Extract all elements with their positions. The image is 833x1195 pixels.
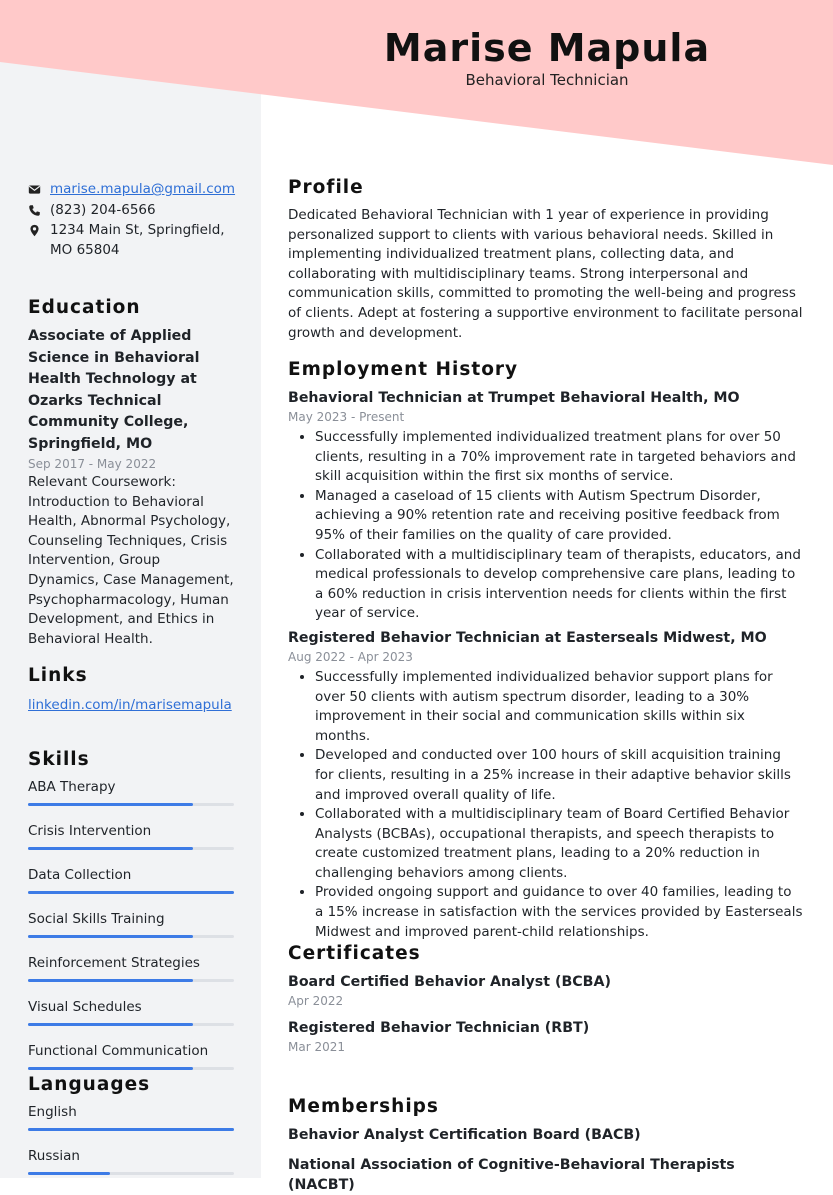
- skill-item: [28, 866, 234, 894]
- skill-bar: [28, 1023, 234, 1026]
- profile-heading: Profile: [288, 177, 364, 198]
- certificate-date: Mar 2021: [288, 1040, 345, 1054]
- job-bullet: • Collaborated with a multidisciplinary team of therapists, educators, and medical professionals to develop comprehensive care plans, leading to a 60% reduction in crisis intervention needs for clients within the first year of service.: [315, 546, 803, 624]
- languages-section: [28, 1073, 234, 1175]
- education-heading: Education: [28, 297, 141, 318]
- contact-address-row: [28, 221, 234, 260]
- memberships-section: [288, 1095, 803, 1195]
- envelope-icon: [28, 180, 50, 199]
- skill-bar-fill: [28, 891, 234, 894]
- skill-label: Crisis Intervention: [28, 823, 152, 839]
- skill-bar: [28, 1067, 234, 1070]
- skill-bar: [28, 847, 234, 850]
- skill-item: [28, 778, 234, 806]
- language-bar-fill: [28, 1128, 234, 1131]
- skill-bar: [28, 979, 234, 982]
- job-bullet: • Successfully implemented individualized treatment plans for over 50 clients, resulting in a 70% improvement rate in targeted behaviors and skill acquisition within the first six months of service.: [315, 428, 803, 487]
- contact-email-row: [28, 180, 234, 200]
- skill-label: Social Skills Training: [28, 911, 165, 927]
- job-bullets: [288, 428, 803, 624]
- language-item: [28, 1103, 234, 1131]
- skills-section: [28, 748, 234, 1086]
- skill-bar-fill: [28, 847, 193, 850]
- email-link[interactable]: marise.mapula@gmail.com: [50, 181, 236, 197]
- membership-item: National Association of Cognitive-Behavioral Therapists (NACBT): [288, 1157, 735, 1193]
- memberships-heading: Memberships: [288, 1096, 439, 1117]
- job-bullet: • Managed a caseload of 15 clients with Autism Spectrum Disorder, achieving a 90% retention rate and receiving positive feedback from 95% of their families on the quality of care provided.: [315, 487, 803, 546]
- certificate-item: [288, 972, 803, 1010]
- skill-bar: [28, 935, 234, 938]
- certificate-date: Apr 2022: [288, 994, 344, 1008]
- skill-label: Visual Schedules: [28, 999, 142, 1015]
- education-dates: Sep 2017 - May 2022: [28, 457, 157, 471]
- skill-bar-fill: [28, 935, 193, 938]
- job-dates: May 2023 - Present: [288, 410, 405, 424]
- job-title: Registered Behavior Technician at Easterseals Midwest, MO: [288, 629, 767, 646]
- skill-bar-fill: [28, 1023, 193, 1026]
- map-pin-icon: [28, 221, 50, 240]
- language-bar: [28, 1128, 234, 1131]
- certificate-title: Board Certified Behavior Analyst (BCBA): [288, 974, 611, 990]
- job-bullet: • Developed and conducted over 100 hours of skill acquisition training for clients, resulting in a 25% increase in their adaptive behavior skills and improved overall quality of life.: [315, 746, 803, 805]
- job-title: Behavioral Technician at Trumpet Behavioral Health, MO: [288, 390, 740, 406]
- languages-heading: Languages: [28, 1074, 151, 1095]
- job-bullet: • Successfully implemented individualized behavior support plans for over 50 clients with autism spectrum disorder, leading to a 30% improvement in their social and communication skills within six months.: [315, 668, 803, 746]
- candidate-title: Behavioral Technician: [465, 71, 629, 89]
- membership-item: Behavior Analyst Certification Board (BACB): [288, 1127, 641, 1143]
- job-bullet: • Collaborated with a multidisciplinary team of Board Certified Behavior Analysts (BCBAs), occupational therapists, and speech therapists to create customized treatment plans, leading to a 20% reduction in challenging behaviors among clients.: [315, 805, 803, 883]
- candidate-name: Marise Mapula: [383, 26, 711, 70]
- links-section: [28, 664, 234, 716]
- profile-text: Dedicated Behavioral Technician with 1 year of experience in providing personalized support to clients with various behavioral needs. Skilled in implementing individualized treatment plans, collecting data, and collaborating with multidisciplinary teams. Strong interpersonal and communication skills, committed to promoting the well-being and progress of clients. Adept at fostering a supportive environment to facilitate personal growth and development.: [288, 207, 803, 341]
- skill-item: [28, 1042, 234, 1070]
- skill-item: [28, 954, 234, 982]
- job-entry: [288, 628, 803, 942]
- skill-bar-fill: [28, 803, 193, 806]
- education-section: [28, 296, 234, 649]
- job-bullet: • Provided ongoing support and guidance to over 40 families, leading to a 15% increase in satisfaction with the services provided by Easterseals Midwest and improved parent-child relationships.: [315, 883, 803, 942]
- certificate-item: [288, 1018, 803, 1056]
- language-label: Russian: [28, 1148, 80, 1164]
- language-label: English: [28, 1104, 77, 1120]
- job-dates: Aug 2022 - Apr 2023: [288, 649, 413, 664]
- language-item: [28, 1147, 234, 1175]
- address: 1234 Main St, Springfield, MO 65804: [50, 222, 225, 258]
- contact-section: [28, 180, 234, 261]
- education-degree: Associate of Applied Science in Behavioral Health Technology at Ozarks Technical Community College, Springfield, MO: [28, 328, 200, 452]
- employment-section: [288, 358, 803, 942]
- phone-number: (823) 204-6566: [50, 201, 156, 218]
- skill-bar: [28, 891, 234, 894]
- certificate-title: Registered Behavior Technician (RBT): [288, 1020, 590, 1036]
- linkedin-link[interactable]: linkedin.com/in/marisemapula: [28, 697, 232, 713]
- skill-item: [28, 910, 234, 938]
- links-heading: Links: [28, 665, 88, 686]
- skill-bar-fill: [28, 979, 193, 982]
- employment-heading: Employment History: [288, 359, 519, 380]
- certificates-section: [288, 942, 803, 1056]
- certificates-heading: Certificates: [288, 943, 421, 964]
- job-entry: [288, 388, 803, 624]
- skill-item: [28, 822, 234, 850]
- language-bar: [28, 1172, 234, 1175]
- education-details: Relevant Coursework: Introduction to Behavioral Health, Abnormal Psychology, Counseling Techniques, Crisis Intervention, Group Dynamics, Case Management, Psychopharmacology, Human Development, and Ethics in Behavioral Health.: [28, 474, 234, 647]
- language-bar-fill: [28, 1172, 110, 1175]
- skill-label: ABA Therapy: [28, 779, 116, 795]
- profile-section: [288, 176, 803, 343]
- job-bullets: [288, 668, 803, 942]
- contact-phone-row: [28, 201, 234, 221]
- skills-heading: Skills: [28, 749, 90, 770]
- skill-label: Data Collection: [28, 867, 132, 883]
- skill-label: Reinforcement Strategies: [28, 955, 200, 971]
- phone-icon: [28, 201, 50, 220]
- skill-bar-fill: [28, 1067, 193, 1070]
- skill-item: [28, 998, 234, 1026]
- skill-bar: [28, 803, 234, 806]
- skill-label: Functional Communication: [28, 1043, 209, 1059]
